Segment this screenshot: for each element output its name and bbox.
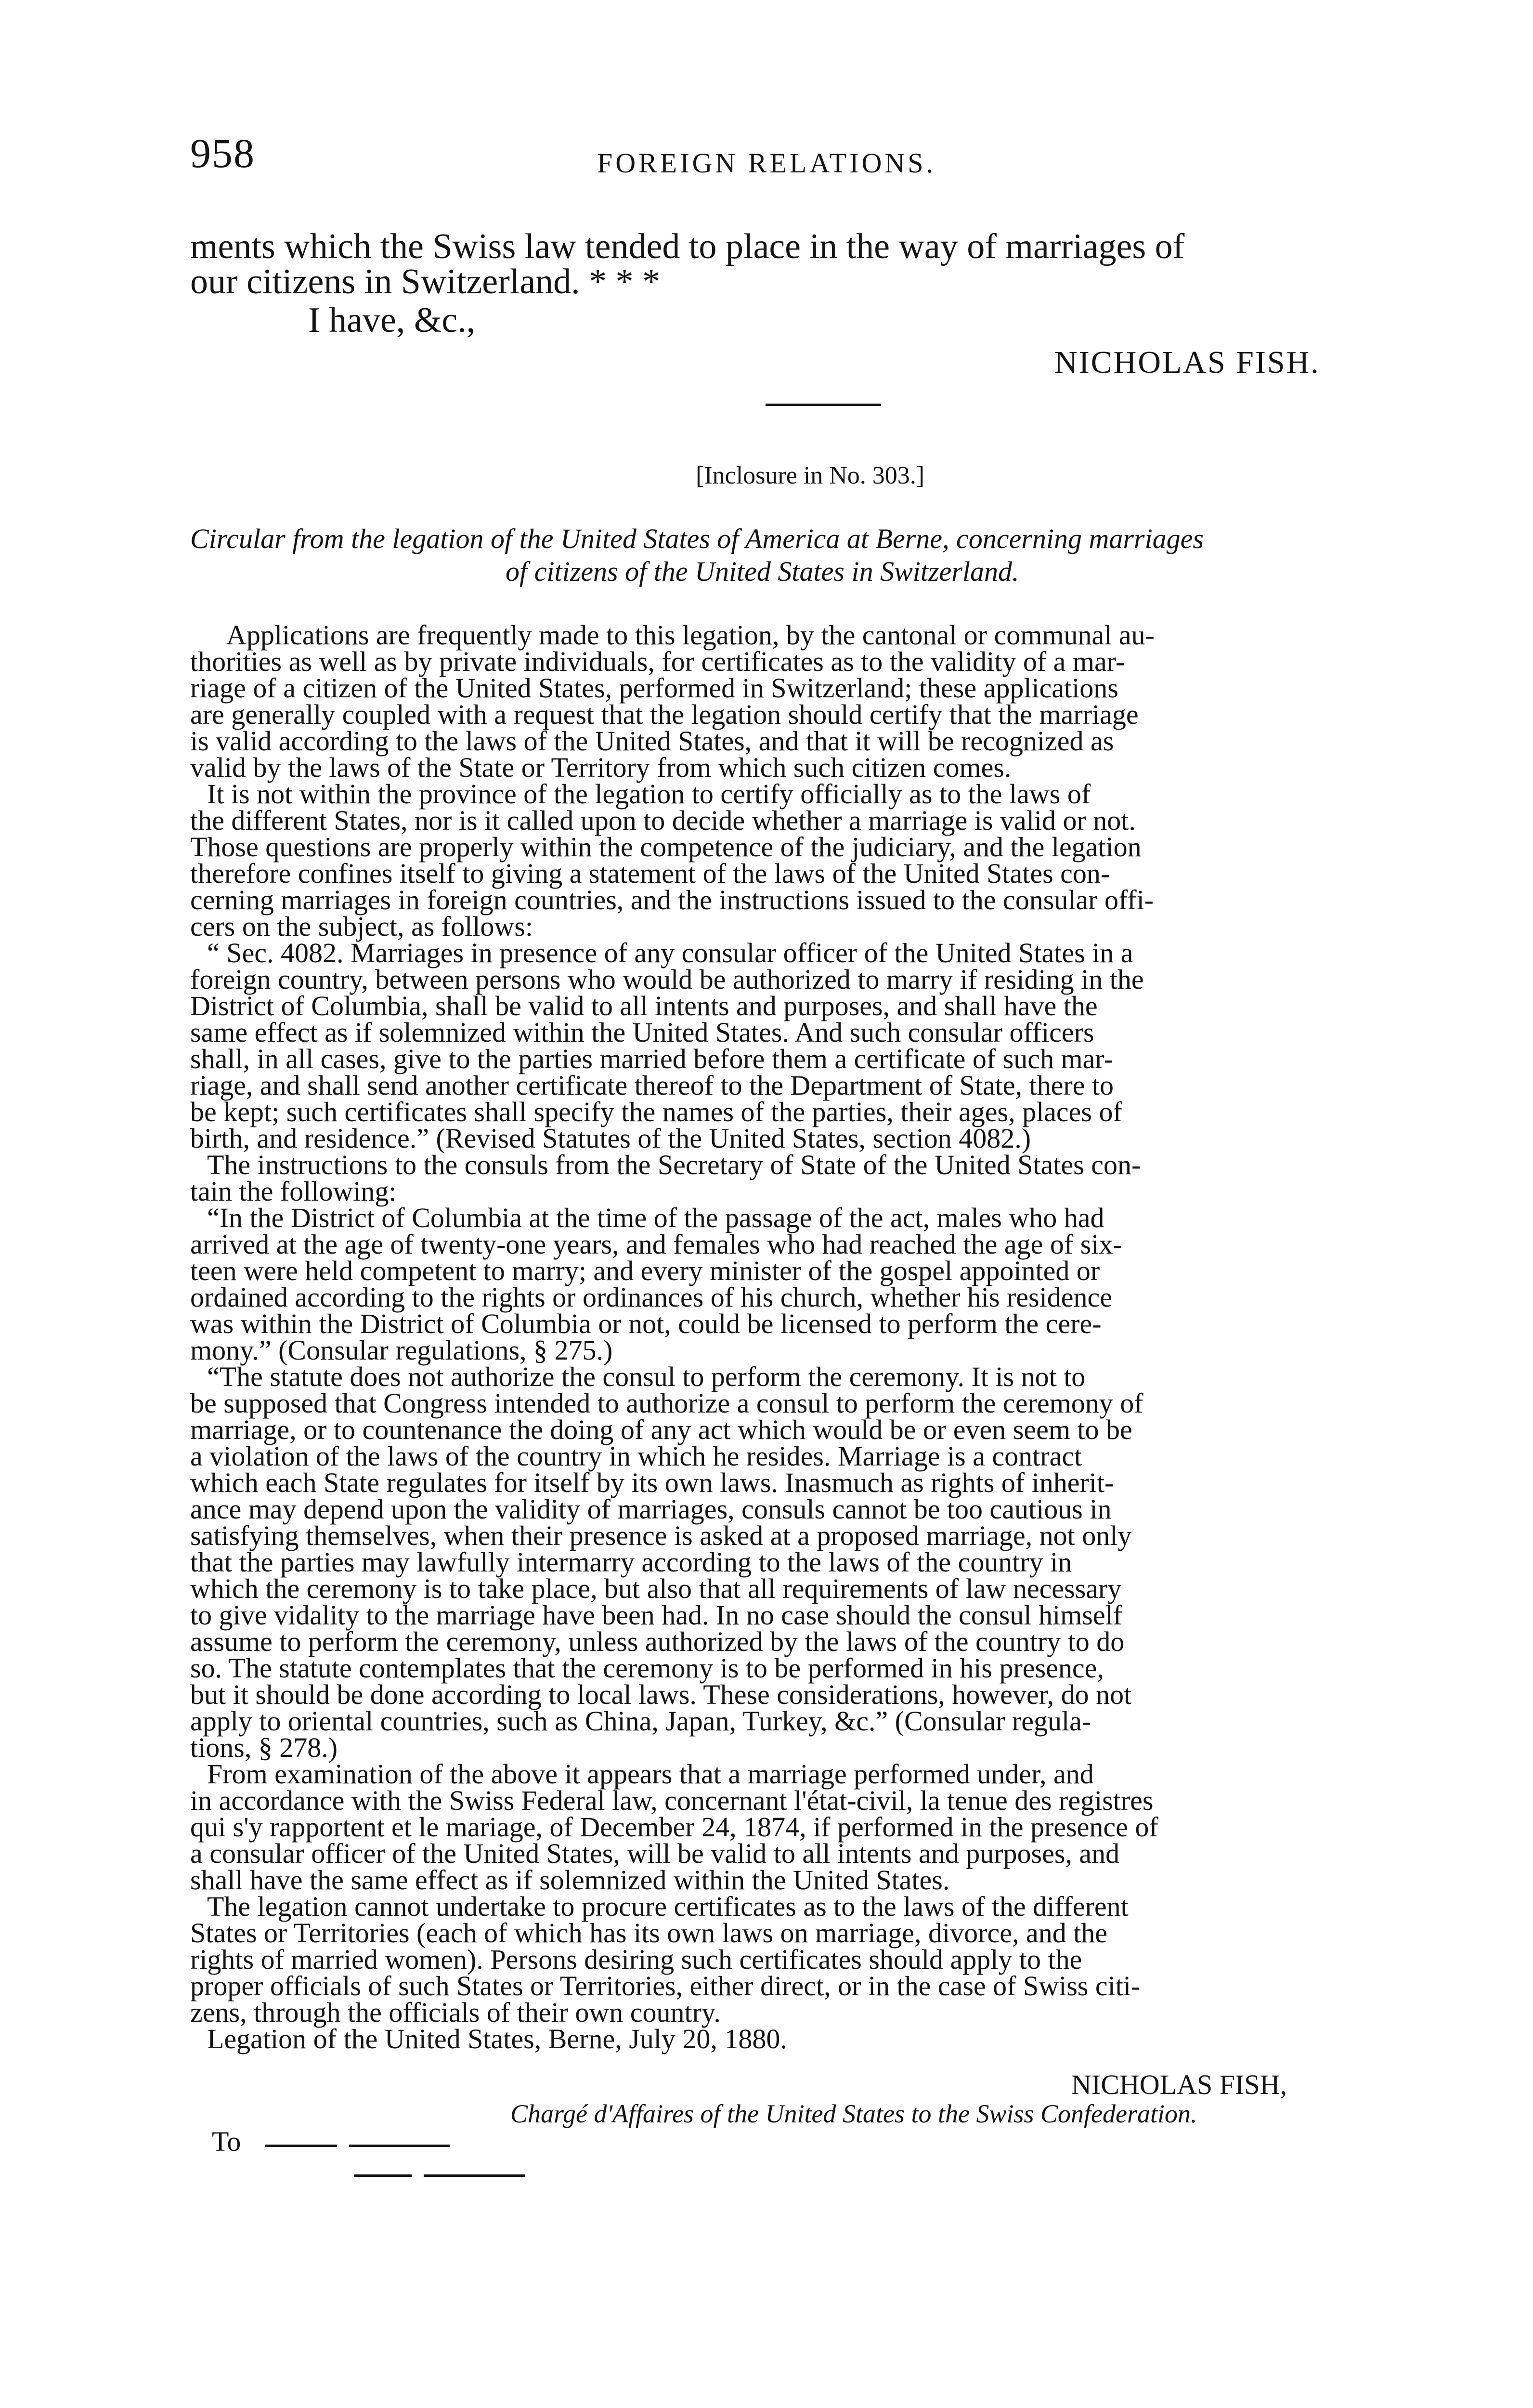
body-line: same effect as if solemnized within the United States. And such consular officers: [190, 1017, 1094, 1048]
body-line: shall have the same effect as if solemnized within the United States.: [190, 1864, 950, 1896]
body-line: apply to oriental countries, such as China, Japan, Turkey, &c.” (Consular regula-: [190, 1705, 1091, 1737]
body-line: The instructions to the consuls from the Secretary of State of the United States con-: [207, 1149, 1141, 1180]
body-line: District of Columbia, shall be valid to all intents and purposes, and shall have the: [190, 990, 1098, 1021]
body-line: States or Territories (each of which has its own laws on marriage, divorce, and the: [190, 1917, 1108, 1949]
body-line: the different States, nor is it called upon to decide whether a marriage is valid or not.: [190, 805, 1136, 836]
caption-line-2: of citizens of the United States in Switzerland.: [506, 556, 1019, 587]
body-line: teen were held competent to marry; and every minister of the gospel appointed or: [190, 1255, 1100, 1286]
inclosure-label: [Inclosure in No. 303.]: [696, 462, 925, 489]
running-title: FOREIGN RELATIONS.: [597, 147, 936, 179]
body-line: be kept; such certificates shall specify the names of the parties, their ages, places of: [190, 1096, 1122, 1127]
body-line: The legation cannot undertake to procure certificates as to the laws of the different: [207, 1891, 1129, 1922]
intro-line-2: our citizens in Switzerland. * * *: [190, 262, 661, 301]
body-line: but it should be done according to local laws. These considerations, however, do not: [190, 1679, 1132, 1710]
body-line: tions, § 278.): [190, 1732, 338, 1763]
body-line: assume to perform the ceremony, unless authorized by the laws of the country to do: [190, 1626, 1125, 1657]
body-line: foreign country, between persons who would be authorized to marry if residing in the: [190, 964, 1144, 995]
addressee-blank-3: [354, 2174, 412, 2177]
body-line: satisfying themselves, when their presence is asked at a proposed marriage, not only: [190, 1520, 1132, 1551]
body-line: that the parties may lawfully intermarry according to the laws of the country in: [190, 1546, 1072, 1578]
addressee-label: To: [212, 2126, 241, 2157]
body-line: is valid according to the laws of the United States, and that it will be recognized as: [190, 725, 1114, 757]
body-line: birth, and residence.” (Revised Statutes of the United States, section 4082.): [190, 1123, 1031, 1154]
caption-line-1: Circular from the legation of the United States of America at Berne, concerning marriages: [190, 523, 1204, 554]
body-line: ordained according to the rights or ordinances of his church, whether his residence: [190, 1282, 1112, 1313]
body-line: a violation of the laws of the country in which he resides. Marriage is a contract: [190, 1440, 1082, 1472]
body-line: valid by the laws of the State or Territory from which such citizen comes.: [190, 752, 1012, 783]
body-line: arrived at the age of twenty-one years, and females who had reached the age of six-: [190, 1229, 1122, 1260]
body-line: in accordance with the Swiss Federal law, concernant l'état-civil, la tenue des registres: [190, 1785, 1154, 1816]
body-line: so. The statute contemplates that the ceremony is to be performed in his presence,: [190, 1652, 1104, 1684]
intro-line-1: ments which the Swiss law tended to place in the way of marriages of: [190, 227, 1185, 266]
body-line: qui s'y rapportent et le mariage, of December 24, 1874, if performed in the presence of: [190, 1811, 1158, 1843]
body-line: be supposed that Congress intended to authorize a consul to perform the ceremony of: [190, 1387, 1143, 1419]
letter-signature: NICHOLAS FISH.: [1054, 345, 1320, 380]
body-line: marriage, or to countenance the doing of any act which would be or even seem to be: [190, 1414, 1132, 1445]
body-line: rights of married women). Persons desiring such certificates should apply to the: [190, 1944, 1082, 1975]
body-line: riage of a citizen of the United States, performed in Switzerland; these applications: [190, 672, 1118, 704]
body-line: “ Sec. 4082. Marriages in presence of any consular officer of the United States in a: [207, 937, 1133, 968]
closing-signature-name: NICHOLAS FISH,: [1071, 2069, 1287, 2100]
body-line: ance may depend upon the validity of marriages, consuls cannot be too cautious in: [190, 1493, 1112, 1525]
body-line: shall, in all cases, give to the parties married before them a certificate of such mar-: [190, 1043, 1113, 1074]
closing-signature-title: Chargé d'Affaires of the United States to the Swiss Confederation.: [510, 2099, 1197, 2128]
addressee-blank-2: [349, 2145, 450, 2147]
body-line: therefore confines itself to giving a statement of the laws of the United States con-: [190, 858, 1110, 889]
body-line: proper officials of such States or Territories, either direct, or in the case of Swiss citi-: [190, 1970, 1141, 2002]
addressee-blank-4: [424, 2174, 525, 2177]
body-line: Those questions are properly within the competence of the judiciary, and the legation: [190, 831, 1142, 863]
addressee-blank-1: [265, 2145, 337, 2147]
body-line: which the ceremony is to take place, but also that all requirements of law necessary: [190, 1573, 1122, 1604]
body-line: which each State regulates for itself by its own laws. Inasmuch as rights of inherit-: [190, 1467, 1114, 1498]
body-line: It is not within the province of the legation to certify officially as to the laws of: [207, 778, 1091, 810]
body-line: mony.” (Consular regulations, § 275.): [190, 1335, 613, 1366]
body-line: to give vidality to the marriage have been had. In no case should the consul himself: [190, 1599, 1123, 1631]
body-line: zens, through the officials of their own country.: [190, 1997, 721, 2028]
body-line: Applications are frequently made to this legation, by the cantonal or communal au-: [226, 619, 1155, 651]
body-line: a consular officer of the United States, will be valid to all intents and purposes, and: [190, 1838, 1120, 1869]
body-line: Legation of the United States, Berne, July 20, 1880.: [207, 2023, 787, 2055]
body-line: thorities as well as by private individuals, for certificates as to the validity of a mar-: [190, 646, 1125, 677]
body-line: “In the District of Columbia at the time of the passage of the act, males who had: [207, 1202, 1104, 1233]
closing-phrase: I have, &c.,: [308, 301, 476, 340]
body-line: tain the following:: [190, 1176, 397, 1207]
section-divider: [766, 404, 881, 406]
body-line: are generally coupled with a request that the legation should certify that the marriage: [190, 699, 1139, 730]
body-line: cers on the subject, as follows:: [190, 911, 533, 942]
body-line: riage, and shall send another certificate thereof to the Department of State, there to: [190, 1070, 1114, 1101]
body-line: cerning marriages in foreign countries, and the instructions issued to the consular offi-: [190, 884, 1154, 916]
body-line: From examination of the above it appears that a marriage performed under, and: [207, 1758, 1094, 1790]
page-number: 958: [190, 130, 255, 176]
body-line: was within the District of Columbia or not, could be licensed to perform the cere-: [190, 1308, 1102, 1339]
body-line: “The statute does not authorize the consul to perform the ceremony. It is not to: [207, 1361, 1086, 1392]
